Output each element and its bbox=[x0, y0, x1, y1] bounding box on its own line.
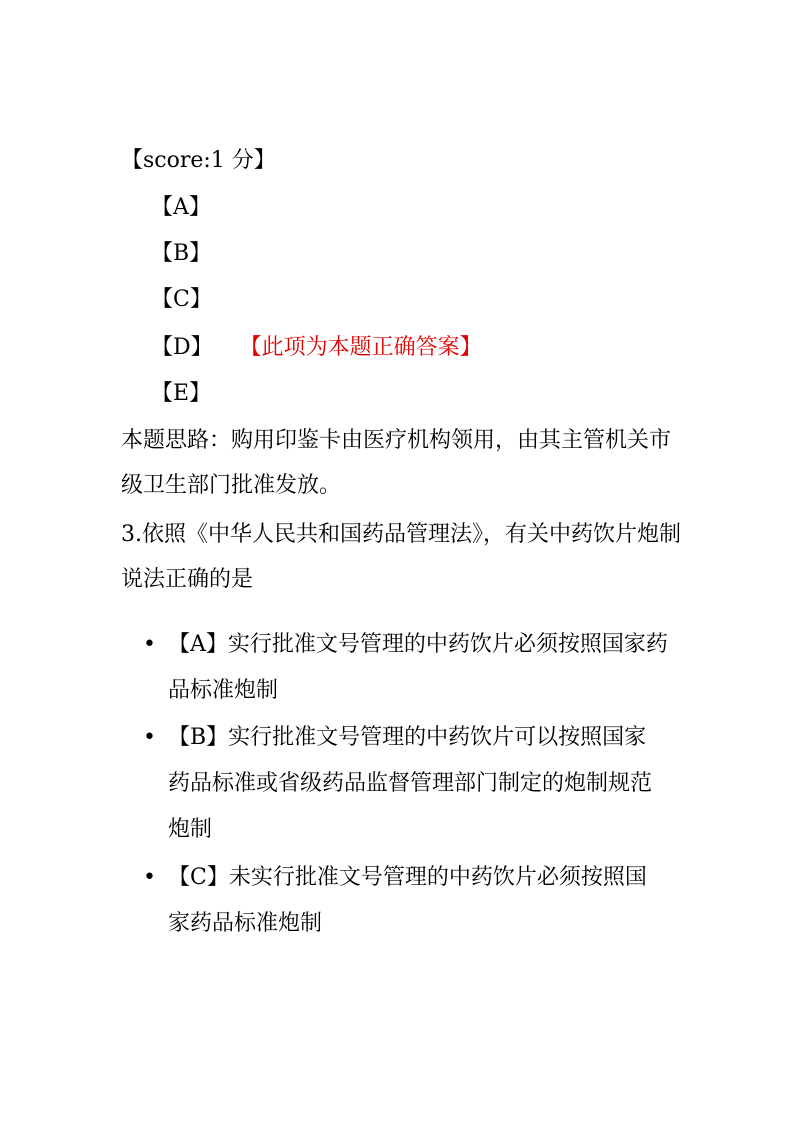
choice-text: 【B】实行批准文号管理的中药饮片可以按照国家药品标准或省级药品监督管理部门制定的炮制规范炮制 bbox=[168, 725, 653, 842]
option-label: 【C】 bbox=[151, 287, 212, 312]
list-item bbox=[143, 855, 668, 947]
option-b bbox=[151, 239, 211, 269]
option-c bbox=[151, 285, 212, 315]
bullet-icon: • bbox=[143, 865, 156, 890]
choice-text: 【C】未实行批准文号管理的中药饮片必须按照国家药品标准炮制 bbox=[168, 865, 647, 936]
list-item bbox=[143, 715, 668, 853]
option-label: 【D】 bbox=[151, 335, 213, 360]
option-a bbox=[151, 193, 211, 223]
list-item bbox=[143, 622, 668, 714]
correct-answer-note: 【此项为本题正确答案】 bbox=[250, 335, 482, 360]
question-text: 3.依照《中华人民共和国药品管理法》，有关中药饮片炮制说法正确的是 bbox=[121, 522, 681, 592]
option-e bbox=[151, 379, 211, 409]
bullet-icon: • bbox=[143, 725, 156, 750]
score-label: 【score:1 分】 bbox=[121, 148, 276, 173]
bullet-icon: • bbox=[143, 632, 156, 657]
option-label: 【E】 bbox=[151, 381, 212, 406]
choice-text: 【A】实行批准文号管理的中药饮片必须按照国家药品标准炮制 bbox=[168, 632, 668, 703]
option-label: 【B】 bbox=[151, 241, 212, 266]
explanation-text: 本题思路：购用印鉴卡由医疗机构领用，由其主管机关市级卫生部门批准发放。 bbox=[121, 428, 672, 498]
option-d bbox=[151, 333, 482, 363]
option-label: 【A】 bbox=[151, 195, 211, 220]
